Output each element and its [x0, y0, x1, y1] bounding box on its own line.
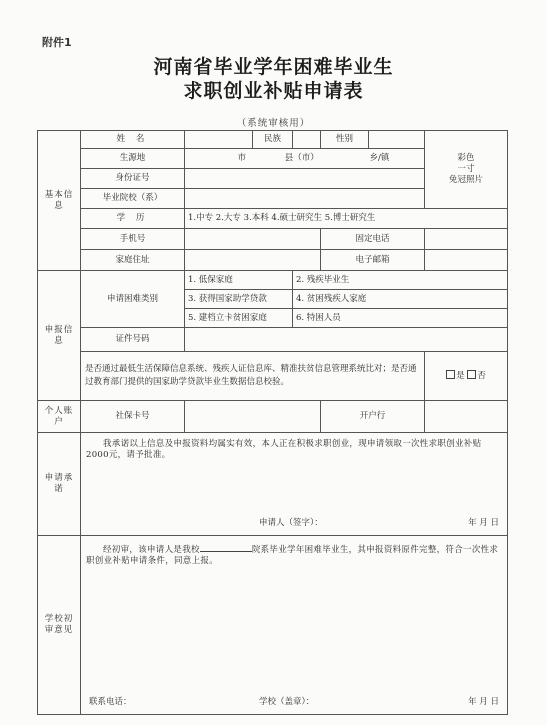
photo-label-2: 一寸	[457, 164, 475, 174]
commitment-date[interactable]: 年 月 日	[468, 518, 499, 528]
yes-checkbox[interactable]	[446, 370, 455, 379]
gender-field[interactable]	[369, 131, 425, 149]
cert-field[interactable]	[185, 328, 508, 352]
landline-field[interactable]	[425, 229, 508, 250]
photo-box[interactable]	[425, 131, 508, 209]
consent-text: 是否通过最低生活保障信息系统、残疾人证信息库、精准扶贫信息管理系统比对；是否通过教育部门提供的国家助学贷款毕业生数据信息校验。	[81, 352, 425, 401]
section-school-review: 学校初审意见	[38, 536, 81, 715]
category-option-5[interactable]: 5. 建档立卡贫困家庭	[185, 309, 293, 328]
ethnicity-label: 民族	[253, 131, 293, 149]
school-stamp[interactable]: 学校（盖章）：	[259, 697, 315, 707]
origin-county: 县（市）	[284, 153, 319, 163]
address-label: 家庭住址	[81, 250, 185, 271]
review-block	[81, 536, 508, 715]
education-options[interactable]: 1.中专 2.大专 3.本科 4.硕士研究生 5.博士研究生	[185, 209, 508, 229]
origin-field[interactable]	[185, 149, 425, 169]
category-label: 申请困难类别	[81, 271, 185, 328]
gender-label: 性别	[321, 131, 369, 149]
address-field[interactable]	[185, 250, 321, 271]
commitment-block	[81, 433, 508, 536]
social-card-label: 社保卡号	[81, 401, 185, 433]
ethnicity-field[interactable]	[293, 131, 321, 149]
category-option-3[interactable]: 3. 获得国家助学贷款	[185, 290, 293, 309]
category-option-4[interactable]: 4. 贫困残疾人家庭	[293, 290, 508, 309]
yes-label: 是	[456, 371, 465, 381]
no-label: 否	[477, 371, 486, 381]
application-form-table	[37, 130, 508, 715]
form-title-line1: 河南省毕业学年困难毕业生	[153, 56, 394, 78]
education-label: 学 历	[81, 209, 185, 229]
no-checkbox[interactable]	[467, 370, 476, 379]
social-card-field[interactable]	[185, 401, 321, 433]
mobile-field[interactable]	[185, 229, 321, 250]
bank-label: 开户行	[321, 401, 425, 433]
section-apply-info: 申报信息	[38, 271, 81, 401]
category-option-6[interactable]: 6. 特困人员	[293, 309, 508, 328]
department-blank[interactable]	[200, 542, 252, 552]
school-field[interactable]	[185, 189, 425, 209]
category-option-2[interactable]: 2. 残疾毕业生	[293, 271, 508, 290]
consent-choice[interactable]	[425, 352, 508, 401]
review-text-start: 经初审，该申请人是我校	[103, 545, 200, 555]
attachment-label: 附件1	[42, 36, 72, 49]
category-option-1[interactable]: 1. 低保家庭	[185, 271, 293, 290]
origin-township: 乡/镇	[369, 153, 390, 163]
photo-label-3: 免冠照片	[448, 175, 483, 185]
origin-city: 市	[237, 153, 246, 163]
landline-label: 固定电话	[321, 229, 425, 250]
id-field[interactable]	[185, 169, 425, 189]
id-label: 身份证号	[81, 169, 185, 189]
mobile-label: 手机号	[81, 229, 185, 250]
form-title-line2: 求职创业补贴申请表	[183, 80, 364, 102]
photo-label-1: 彩色	[457, 153, 475, 163]
commitment-text: 我承诺以上信息及申报资料均属实有效，本人正在积极求职创业，现申请领取一次性求职创业补贴2000元，请予批准。	[86, 439, 482, 460]
origin-label: 生源地	[81, 149, 185, 169]
contact-phone[interactable]: 联系电话：	[89, 697, 132, 707]
cert-label: 证件号码	[81, 328, 185, 352]
review-date[interactable]: 年 月 日	[468, 697, 499, 707]
applicant-signature[interactable]: 申请人（签字）：	[259, 518, 323, 528]
school-label: 毕业院校（系）	[81, 189, 185, 209]
email-field[interactable]	[425, 250, 508, 271]
review-text	[86, 542, 502, 567]
name-field[interactable]	[185, 131, 253, 149]
email-label: 电子邮箱	[321, 250, 425, 271]
review-text-end: 院系毕业学年困难毕业生，其申报资料原件完整，符合一次性求职创业补贴申请条件，同意上报。	[86, 545, 499, 566]
section-commitment: 申请承诺	[38, 433, 81, 536]
bank-field[interactable]	[425, 401, 508, 433]
form-subtitle: （系统审核用）	[236, 118, 311, 129]
section-account: 个人账户	[38, 401, 81, 433]
name-label: 姓 名	[81, 131, 185, 149]
section-basic-info: 基本信息	[38, 131, 81, 271]
